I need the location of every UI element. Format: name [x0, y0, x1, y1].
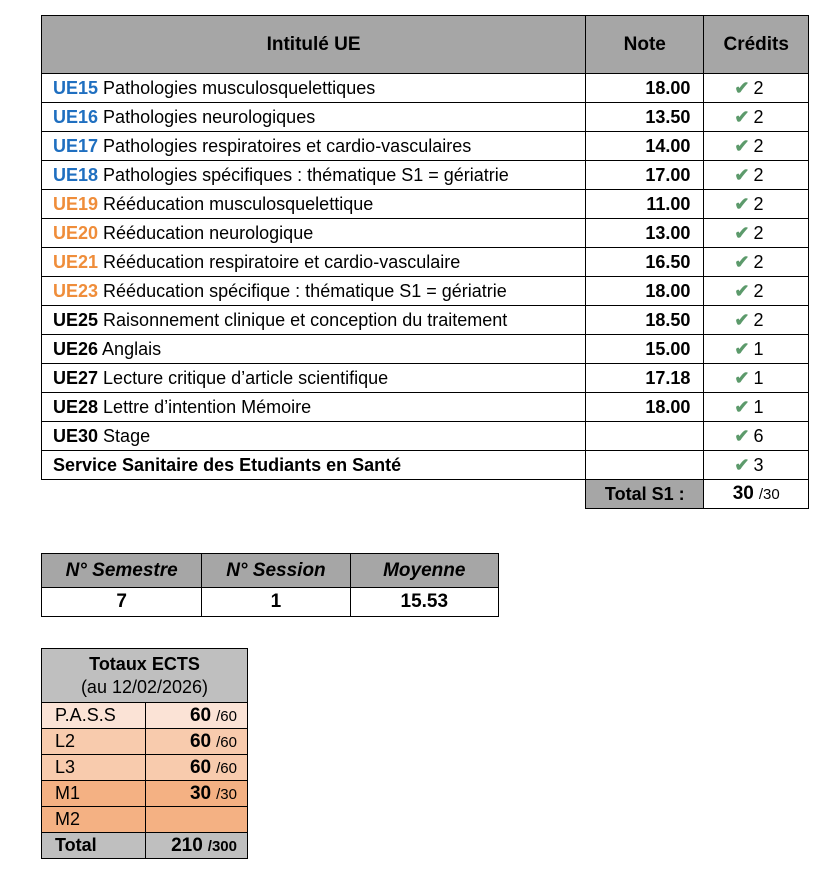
ue-credits-cell: [704, 364, 809, 393]
ue-credits: 2: [753, 280, 764, 301]
ue-credits: 2: [753, 164, 764, 185]
ue-title: Lettre d’intention Mémoire: [103, 396, 312, 417]
ects-level-number: 60: [189, 704, 212, 726]
check-icon: ✔: [734, 135, 750, 156]
ue-credits: 2: [753, 309, 764, 330]
ue-note: 13.00: [586, 219, 704, 248]
ue-row: [42, 364, 809, 393]
ects-level-label: M1: [42, 781, 146, 807]
ue-title-cell: [42, 393, 586, 422]
header-moyenne: Moyenne: [350, 554, 498, 588]
check-icon: ✔: [734, 338, 750, 359]
ects-level-label: P.A.S.S: [42, 703, 146, 729]
ects-row: [42, 807, 248, 833]
ue-title: Pathologies neurologiques: [103, 106, 316, 127]
ue-title-cell: [42, 161, 586, 190]
ue-note: 11.00: [586, 190, 704, 219]
ue-code: UE23: [53, 280, 99, 301]
ue-code: UE27: [53, 367, 99, 388]
ue-credits-cell: [704, 393, 809, 422]
ue-code: UE28: [53, 396, 99, 417]
ue-row: [42, 74, 809, 103]
ue-row: [42, 190, 809, 219]
ue-title-cell: [42, 306, 586, 335]
ects-level-value: [146, 729, 248, 755]
ue-title-cell: [42, 277, 586, 306]
ects-row: [42, 755, 248, 781]
value-session: 1: [202, 588, 350, 617]
check-icon: ✔: [734, 425, 750, 446]
ue-credits: 3: [753, 454, 764, 475]
ue-row: [42, 451, 809, 480]
check-icon: ✔: [734, 396, 750, 417]
ue-credits-cell: [704, 335, 809, 364]
ue-code: UE17: [53, 135, 99, 156]
ue-table-body: [42, 74, 809, 480]
ue-row: [42, 306, 809, 335]
ue-credits: 2: [753, 106, 764, 127]
value-semestre: 7: [42, 588, 202, 617]
ects-level-max: /30: [216, 785, 237, 803]
ue-credits-cell: [704, 277, 809, 306]
ue-title-cell: [42, 364, 586, 393]
ue-title: Anglais: [102, 338, 162, 359]
ue-credits: 1: [753, 367, 764, 388]
ue-note: [586, 451, 704, 480]
ue-title-cell: [42, 103, 586, 132]
ects-total-label: Total: [42, 833, 146, 859]
value-moyenne: 15.53: [350, 588, 498, 617]
ue-credits: 2: [753, 251, 764, 272]
ue-note: 16.50: [586, 248, 704, 277]
check-icon: ✔: [734, 280, 750, 301]
ects-level-label: L2: [42, 729, 146, 755]
ue-row: [42, 219, 809, 248]
ects-header-row: [42, 649, 248, 703]
ue-title-cell: [42, 451, 586, 480]
total-s1-number: 30: [732, 483, 754, 504]
ue-row: [42, 161, 809, 190]
ue-code: UE25: [53, 309, 99, 330]
ue-credits: 2: [753, 77, 764, 98]
ects-level-label: L3: [42, 755, 146, 781]
ects-level-max: /60: [216, 707, 237, 725]
ue-title-cell: [42, 132, 586, 161]
ects-total-row: [42, 833, 248, 859]
ue-title: Pathologies respiratoires et cardio-vasculaires: [103, 135, 472, 156]
ects-level-value: [146, 781, 248, 807]
ects-level-value: [146, 807, 248, 833]
ue-credits-cell: [704, 103, 809, 132]
ects-totals-table: [41, 648, 248, 859]
ue-title: Rééducation neurologique: [103, 222, 314, 243]
ue-note: 17.00: [586, 161, 704, 190]
ects-row: [42, 729, 248, 755]
ue-credits: 1: [753, 338, 764, 359]
ue-credits: 2: [753, 193, 764, 214]
check-icon: ✔: [734, 106, 750, 127]
ue-credits: 6: [753, 425, 764, 446]
ects-level-label: M2: [42, 807, 146, 833]
check-icon: ✔: [734, 222, 750, 243]
ue-note: 17.18: [586, 364, 704, 393]
check-icon: ✔: [734, 454, 750, 475]
ue-title-cell: [42, 422, 586, 451]
ue-title-cell: [42, 219, 586, 248]
ue-title: Raisonnement clinique et conception du traitement: [103, 309, 508, 330]
ects-body: [42, 703, 248, 833]
ue-code: UE21: [53, 251, 99, 272]
check-icon: ✔: [734, 367, 750, 388]
ue-credits-cell: [704, 161, 809, 190]
ects-level-number: 60: [189, 730, 212, 752]
header-note: Note: [586, 16, 704, 74]
ue-row: [42, 132, 809, 161]
ue-title: Pathologies musculosquelettiques: [103, 77, 376, 98]
ue-row: [42, 248, 809, 277]
ue-title: Rééducation musculosquelettique: [103, 193, 374, 214]
ue-header-row: [42, 16, 809, 74]
check-icon: ✔: [734, 77, 750, 98]
ects-row: [42, 703, 248, 729]
ue-title-cell: [42, 190, 586, 219]
ue-note: 14.00: [586, 132, 704, 161]
header-semestre: N° Semestre: [42, 554, 202, 588]
ue-note: 15.00: [586, 335, 704, 364]
ue-title: Rééducation respiratoire et cardio-vasculaire: [103, 251, 461, 272]
ue-row: [42, 277, 809, 306]
check-icon: ✔: [734, 309, 750, 330]
ects-level-number: 60: [189, 756, 212, 778]
ue-credits-cell: [704, 306, 809, 335]
ue-row: [42, 393, 809, 422]
header-session: N° Session: [202, 554, 350, 588]
total-spacer: [42, 480, 586, 509]
ects-level-max: /60: [216, 759, 237, 777]
ue-title: Stage: [103, 425, 151, 446]
ue-code: UE20: [53, 222, 99, 243]
ue-title-cell: [42, 248, 586, 277]
ue-title-cell: [42, 335, 586, 364]
ue-grades-table: [41, 15, 809, 509]
ue-code: UE19: [53, 193, 99, 214]
ue-title: Pathologies spécifiques : thématique S1 = gériatrie: [103, 164, 509, 185]
ue-row: [42, 103, 809, 132]
ects-header: [42, 649, 248, 703]
ue-note: 18.00: [586, 393, 704, 422]
total-s1-label: Total S1 :: [586, 480, 704, 509]
ue-code: UE16: [53, 106, 99, 127]
semester-values-row: [42, 588, 499, 617]
ects-level-value: [146, 755, 248, 781]
ects-title: Totaux ECTS: [89, 653, 200, 674]
ue-credits-cell: [704, 451, 809, 480]
ects-level-number: 30: [189, 782, 212, 804]
check-icon: ✔: [734, 164, 750, 185]
ue-code: UE30: [53, 425, 99, 446]
ue-credits-cell: [704, 422, 809, 451]
ects-total-value: [146, 833, 248, 859]
ue-code: UE18: [53, 164, 99, 185]
header-intitule: Intitulé UE: [42, 16, 586, 74]
check-icon: ✔: [734, 251, 750, 272]
semester-header-row: [42, 554, 499, 588]
ue-title: Lecture critique d’article scientifique: [103, 367, 389, 388]
total-s1-value: [704, 480, 809, 509]
ue-note: [586, 422, 704, 451]
header-credits: Crédits: [704, 16, 809, 74]
total-s1-max: /30: [758, 486, 780, 503]
ue-credits-cell: [704, 248, 809, 277]
ue-code: UE26: [53, 338, 99, 359]
ue-title: Service Sanitaire des Etudiants en Santé: [53, 454, 402, 475]
ue-code: UE15: [53, 77, 99, 98]
ue-credits: 1: [753, 396, 764, 417]
ue-note: 13.50: [586, 103, 704, 132]
ue-title-cell: [42, 74, 586, 103]
ue-credits: 2: [753, 222, 764, 243]
check-icon: ✔: [734, 193, 750, 214]
ects-level-value: [146, 703, 248, 729]
ue-credits-cell: [704, 132, 809, 161]
ue-note: 18.00: [586, 277, 704, 306]
ue-row: [42, 335, 809, 364]
ects-total-number: 210: [171, 834, 203, 856]
ue-credits: 2: [753, 135, 764, 156]
ue-credits-cell: [704, 219, 809, 248]
semester-table: [41, 553, 499, 617]
total-row: [42, 480, 809, 509]
ects-subtitle: (au 12/02/2026): [80, 676, 209, 697]
ects-level-max: /60: [216, 733, 237, 751]
ue-title: Rééducation spécifique : thématique S1 = gériatrie: [103, 280, 507, 301]
ue-row: [42, 422, 809, 451]
ue-credits-cell: [704, 190, 809, 219]
ects-total-max: /300: [207, 837, 237, 855]
ue-note: 18.50: [586, 306, 704, 335]
ue-credits-cell: [704, 74, 809, 103]
ects-row: [42, 781, 248, 807]
ue-note: 18.00: [586, 74, 704, 103]
